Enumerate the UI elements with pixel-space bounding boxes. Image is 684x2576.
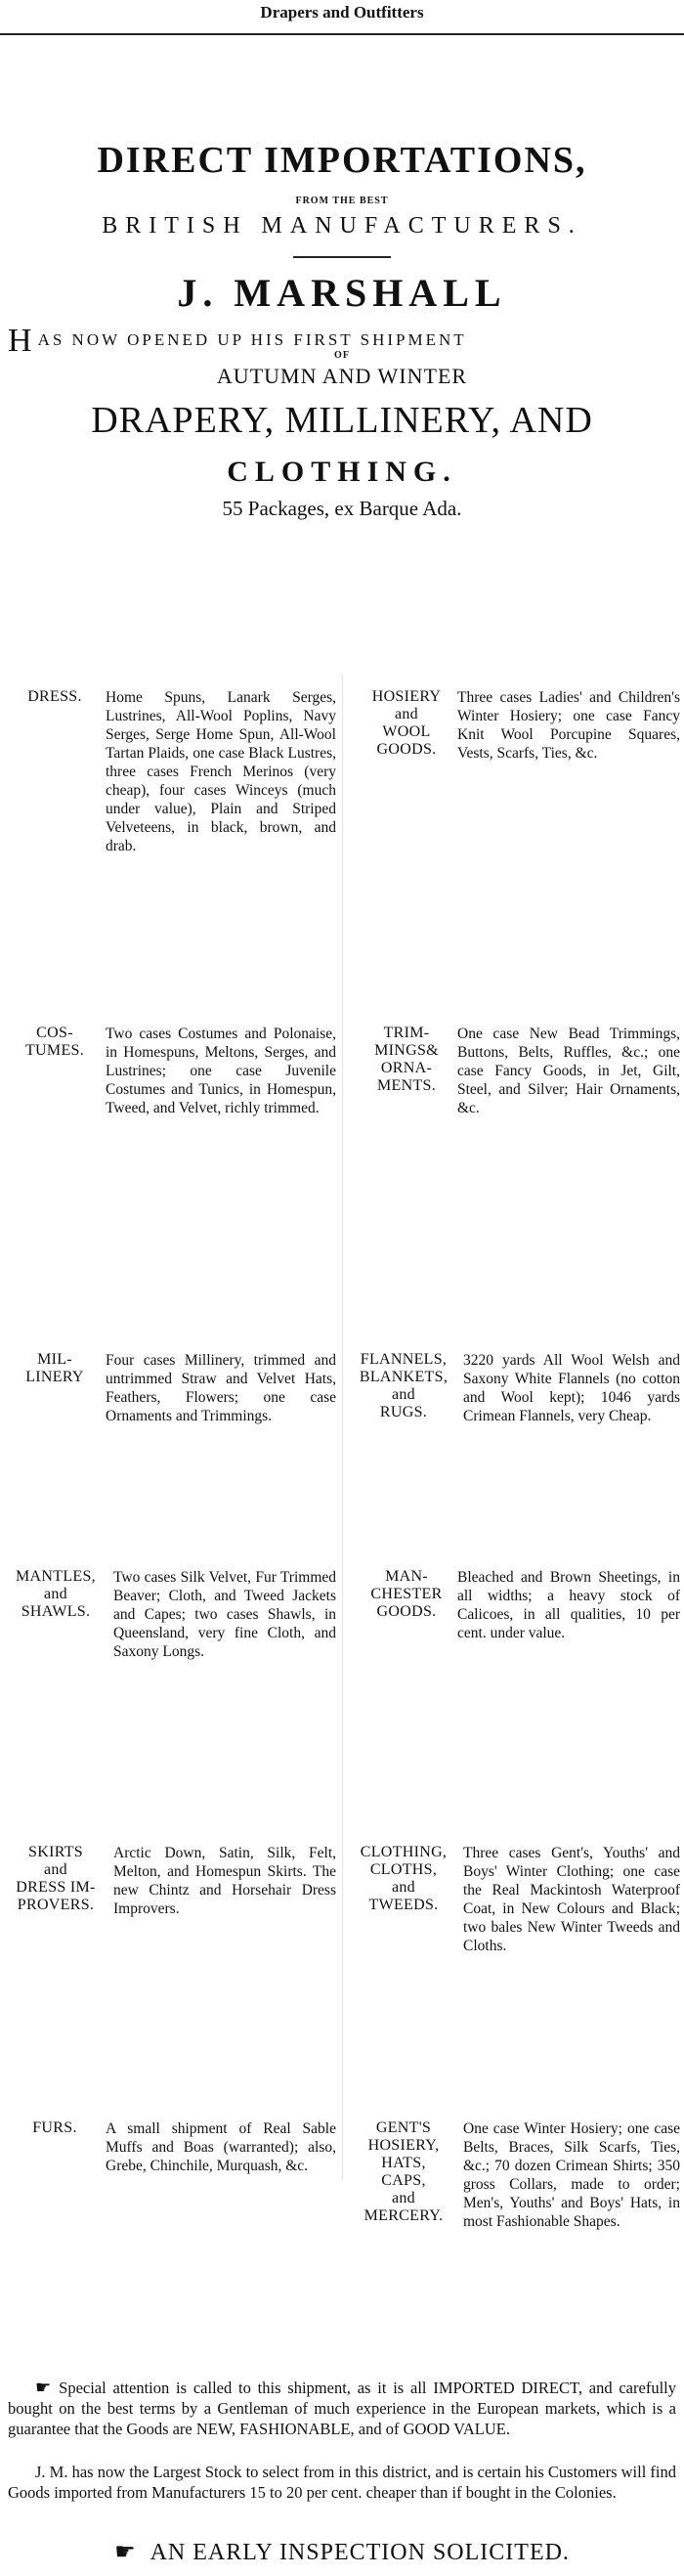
section-furs-body: A small shipment of Real Sable Muffs and Boas (warranted); also, Grebe, Chinchile, Murquash, &c.	[106, 2120, 336, 2174]
section-costumes-body: Two cases Costumes and Polonaise, in Homespuns, Meltons, Serges, and Lustrines; one case Juvenile Costumes and Tunics, in Homespun, Tweed, and Velvet, richly trimmed.	[106, 1026, 336, 1116]
headline-direct-importations: DIRECT IMPORTATIONS,	[97, 140, 587, 181]
pointing-hand-icon: ☛	[35, 2378, 52, 2397]
page-header	[0, 0, 684, 35]
headline-rule	[293, 256, 391, 258]
section-mantles-heading: MANTLES, and SHAWLS.	[16, 1568, 96, 1620]
section-millinery-heading: MIL- LINERY	[25, 1351, 84, 1385]
section-hosiery-body: Three cases Ladies' and Children's Winter Hosiery; one case Fancy Knit Wool Porcupine Squares, Vests, Scarfs, Ties, &c.	[457, 689, 680, 762]
section-furs-heading: FURS.	[32, 2119, 77, 2136]
merchant-name: J. MARSHALL	[177, 271, 507, 315]
headline-autumn-winter: AUTUMN AND WINTER	[216, 364, 468, 388]
section-flannels-body: 3220 yards All Wool Welsh and Saxony White Flannels (no cotton and Wool kept); 1046 yards Crimean Flannels, very Cheap.	[463, 1352, 680, 1424]
section-clothing-body: Three cases Gent's, Youths' and Boys' Winter Clothing; one case the Real Mackintosh Waterproof Coat, in New Colours and Black; two bales New Winter Tweeds and Cloths.	[463, 1845, 680, 1954]
section-manchester-heading: MAN- CHESTER GOODS.	[370, 1568, 443, 1620]
opened-shipment-text: AS NOW OPENED UP HIS FIRST SHIPMENT	[37, 330, 467, 349]
headline-from-the-best: FROM THE BEST	[295, 196, 389, 206]
pointing-hand-icon: ☛	[114, 2540, 137, 2565]
headline-clothing: CLOTHING.	[227, 456, 457, 488]
section-skirts-heading: SKIRTS and DRESS IM- PROVERS.	[16, 1844, 96, 1913]
inspection-notice	[0, 2538, 684, 2566]
section-dress-heading: DRESS.	[27, 688, 82, 705]
headline-british-manufacturers: BRITISH MANUFACTURERS.	[102, 213, 582, 239]
section-flannels-heading: FLANNELS, BLANKETS, and RUGS.	[359, 1351, 449, 1420]
section-mantles-body: Two cases Silk Velvet, Fur Trimmed Beaver; Cloth, and Tweed Jackets and Capes; two cases Shawls, in Queensland, very fine Cloth, and Saxony Longs.	[113, 1569, 336, 1660]
headline-of: OF	[334, 350, 350, 361]
section-hosiery-heading: HOSIERY and WOOL GOODS.	[371, 688, 442, 758]
headline-packages: 55 Packages, ex Barque Ada.	[222, 497, 462, 520]
largest-stock-notice: J. M. has now the Largest Stock to select from in this district, and is certain his Customers will find Goods imported from Manufacturers 15 to 20 per cent. cheaper than if bought in the Colonies.	[8, 2463, 676, 2502]
page-header-title: Drapers and Outfitters	[260, 3, 424, 22]
inspection-text: AN EARLY INSPECTION SOLICITED.	[150, 2540, 570, 2565]
section-trimmings-heading: TRIM- MINGS& ORNA- MENTS.	[374, 1025, 439, 1094]
headline-drapery-millinery: DRAPERY, MILLINERY, AND	[91, 400, 593, 441]
section-manchester-body: Bleached and Brown Sheetings, in all widths; a heavy stock of Calicoes, in all qualities, 10 per cent. under value.	[457, 1569, 680, 1641]
section-gents-body: One case Winter Hosiery; one case Belts, Braces, Silk Scarfs, Ties, &c.; 70 dozen Crimean Shirts; 350 gross Collars, made to order; Men's, Youths' and Boys' Hats, in most Fashionable Shapes.	[463, 2120, 680, 2230]
section-clothing-heading: CLOTHING, CLOTHS, and TWEEDS.	[360, 1844, 448, 1913]
section-trimmings-body: One case New Bead Trimmings, Buttons, Belts, Ruffles, &c.; one case Fancy Goods, in Jet, Gilt, Steel, and Silver; Hair Ornaments, &c.	[457, 1026, 680, 1116]
section-dress-body: Home Spuns, Lanark Serges, Lustrines, All-Wool Poplins, Navy Serges, Serge Home Spun, All-Wool Tartan Plaids, one case Black Lustres, three cases French Merinos (very cheap), four cases Winceys (much under value), Plain and Striped Velveteens, in black, brown, and drab.	[106, 689, 336, 854]
section-gents-heading: GENT'S HOSIERY, HATS, CAPS, and MERCERY.	[363, 2119, 444, 2224]
section-skirts-body: Arctic Down, Satin, Silk, Felt, Melton, and Homespun Skirts. The new Chintz and Horsehair Dress Improvers.	[113, 1845, 336, 1917]
section-millinery-body: Four cases Millinery, trimmed and untrimmed Straw and Velvet Hats, Feathers, Flowers; one case Ornaments and Trimmings.	[106, 1352, 336, 1424]
special-attention-text: Special attention is called to this shipment, as it is all IMPORTED DIRECT, and carefully bought on the best terms by a Gentleman of much experience in the European markets, which is a guarantee that the Goods are NEW, FASHIONABLE, and of GOOD VALUE.	[8, 2379, 676, 2438]
section-costumes-heading: COS- TUMES.	[24, 1025, 85, 1059]
column-divider	[342, 675, 343, 2180]
drop-capital: H	[8, 323, 32, 359]
special-attention-notice	[8, 2378, 676, 2439]
